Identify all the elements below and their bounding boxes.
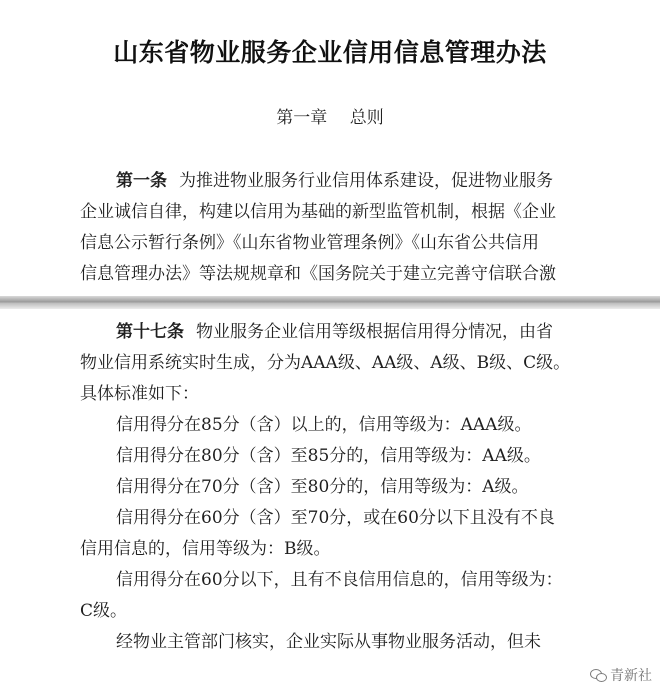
article-1-line: 信息管理办法》等法规规章和《国务院关于建立完善守信联合激: [80, 264, 556, 284]
document-title: 山东省物业服务企业信用信息管理办法: [113, 38, 547, 67]
article-17: [80, 317, 600, 658]
credit-grade-c-cont: C级。: [80, 601, 128, 621]
credit-grade-b-cont: 信用信息的，信用等级为：B级。: [80, 539, 331, 559]
credit-grade-c: 信用得分在60分以下，且有不良信用信息的，信用等级为：: [116, 570, 563, 590]
article-17-line: 经物业主管部门核实，企业实际从事物业服务活动，但未: [116, 632, 541, 652]
credit-grade-aa: 信用得分在80分（含）至85分的，信用等级为：AA级。: [116, 446, 541, 466]
watermark-text: 青新社: [610, 668, 652, 684]
article-1: [80, 166, 600, 290]
article-17-label: 第十七条: [116, 322, 184, 342]
article-1-line: [80, 166, 600, 197]
credit-grade-b: 信用得分在60分（含）至70分，或在60分以下且没有不良: [116, 508, 555, 528]
article-1-text: 为推进物业服务行业信用体系建设，促进物业服务: [179, 171, 553, 191]
article-1-line: 企业诚信自律，构建以信用为基础的新型监管机制，根据《企业: [80, 202, 556, 222]
page-divider: [0, 296, 660, 309]
article-1-line: 信息公示暂行条例》《山东省物业管理条例》《山东省公共信用: [80, 233, 539, 253]
article-17-text: 物业服务企业信用等级根据信用得分情况，由省: [196, 322, 553, 342]
chapter-heading: 第一章 总则: [276, 108, 384, 128]
watermark: [590, 665, 652, 685]
wechat-icon: [590, 668, 606, 682]
article-17-line: [80, 317, 600, 348]
article-17-line: 具体标准如下：: [80, 384, 199, 404]
article-1-label: 第一条: [116, 171, 167, 191]
credit-grade-a: 信用得分在70分（含）至80分的，信用等级为：A级。: [116, 477, 529, 497]
article-17-line: 物业信用系统实时生成，分为AAA级、AA级、A级、B级、C级。: [80, 353, 571, 373]
credit-grade-aaa: 信用得分在85分（含）以上的，信用等级为：AAA级。: [116, 415, 532, 435]
